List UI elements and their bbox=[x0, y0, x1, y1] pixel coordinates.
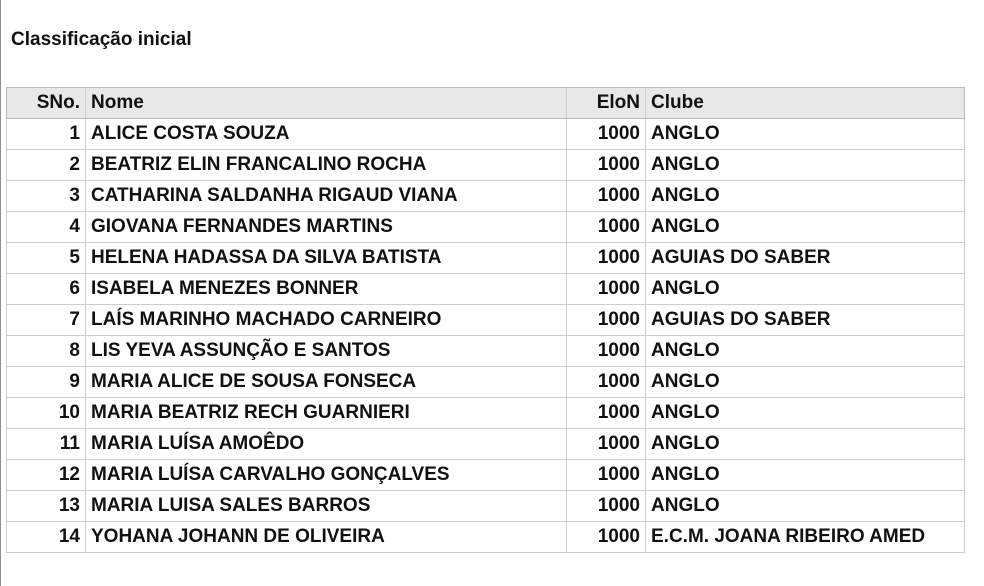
cell-club: ANGLO bbox=[646, 429, 965, 460]
cell-club: ANGLO bbox=[646, 181, 965, 212]
cell-name: LIS YEVA ASSUNÇÃO E SANTOS bbox=[86, 336, 567, 367]
cell-club: ANGLO bbox=[646, 460, 965, 491]
column-header-name: Nome bbox=[86, 88, 567, 119]
cell-name: MARIA LUÍSA AMOÊDO bbox=[86, 429, 567, 460]
cell-sno: 12 bbox=[7, 460, 86, 491]
cell-name: ALICE COSTA SOUZA bbox=[86, 119, 567, 150]
cell-elo: 1000 bbox=[567, 150, 646, 181]
cell-sno: 5 bbox=[7, 243, 86, 274]
cell-sno: 1 bbox=[7, 119, 86, 150]
cell-sno: 6 bbox=[7, 274, 86, 305]
cell-elo: 1000 bbox=[567, 429, 646, 460]
table-row bbox=[7, 181, 965, 212]
table-row bbox=[7, 367, 965, 398]
cell-name: MARIA LUÍSA CARVALHO GONÇALVES bbox=[86, 460, 567, 491]
cell-elo: 1000 bbox=[567, 243, 646, 274]
cell-club: ANGLO bbox=[646, 119, 965, 150]
cell-sno: 11 bbox=[7, 429, 86, 460]
cell-club: E.C.M. JOANA RIBEIRO AMED bbox=[646, 522, 965, 553]
cell-club: AGUIAS DO SABER bbox=[646, 243, 965, 274]
cell-sno: 10 bbox=[7, 398, 86, 429]
cell-club: ANGLO bbox=[646, 491, 965, 522]
cell-name: MARIA LUISA SALES BARROS bbox=[86, 491, 567, 522]
cell-name: ISABELA MENEZES BONNER bbox=[86, 274, 567, 305]
table-row bbox=[7, 119, 965, 150]
column-header-sno: SNo. bbox=[7, 88, 86, 119]
cell-club: ANGLO bbox=[646, 367, 965, 398]
cell-sno: 9 bbox=[7, 367, 86, 398]
table-row bbox=[7, 460, 965, 491]
cell-club: ANGLO bbox=[646, 150, 965, 181]
table-row bbox=[7, 522, 965, 553]
cell-name: LAÍS MARINHO MACHADO CARNEIRO bbox=[86, 305, 567, 336]
cell-elo: 1000 bbox=[567, 119, 646, 150]
table-body bbox=[7, 119, 965, 553]
cell-name: MARIA BEATRIZ RECH GUARNIERI bbox=[86, 398, 567, 429]
cell-elo: 1000 bbox=[567, 336, 646, 367]
cell-name: GIOVANA FERNANDES MARTINS bbox=[86, 212, 567, 243]
initial-ranking-table bbox=[6, 87, 965, 553]
column-header-club: Clube bbox=[646, 88, 965, 119]
cell-elo: 1000 bbox=[567, 522, 646, 553]
cell-sno: 2 bbox=[7, 150, 86, 181]
cell-club: ANGLO bbox=[646, 212, 965, 243]
cell-sno: 14 bbox=[7, 522, 86, 553]
cell-sno: 13 bbox=[7, 491, 86, 522]
table-row bbox=[7, 243, 965, 274]
cell-name: YOHANA JOHANN DE OLIVEIRA bbox=[86, 522, 567, 553]
cell-club: AGUIAS DO SABER bbox=[646, 305, 965, 336]
table-row bbox=[7, 150, 965, 181]
table-header-row bbox=[7, 88, 965, 119]
cell-sno: 7 bbox=[7, 305, 86, 336]
cell-sno: 4 bbox=[7, 212, 86, 243]
cell-sno: 8 bbox=[7, 336, 86, 367]
table-row bbox=[7, 336, 965, 367]
cell-elo: 1000 bbox=[567, 212, 646, 243]
cell-name: MARIA ALICE DE SOUSA FONSECA bbox=[86, 367, 567, 398]
cell-elo: 1000 bbox=[567, 460, 646, 491]
cell-elo: 1000 bbox=[567, 305, 646, 336]
cell-name: BEATRIZ ELIN FRANCALINO ROCHA bbox=[86, 150, 567, 181]
table-row bbox=[7, 429, 965, 460]
page-title: Classificação inicial bbox=[11, 29, 192, 50]
table-row bbox=[7, 491, 965, 522]
cell-name: HELENA HADASSA DA SILVA BATISTA bbox=[86, 243, 567, 274]
table-row bbox=[7, 398, 965, 429]
cell-name: CATHARINA SALDANHA RIGAUD VIANA bbox=[86, 181, 567, 212]
cell-club: ANGLO bbox=[646, 336, 965, 367]
table-row bbox=[7, 305, 965, 336]
table-row bbox=[7, 212, 965, 243]
column-header-elo: EloN bbox=[567, 88, 646, 119]
table-row bbox=[7, 274, 965, 305]
cell-club: ANGLO bbox=[646, 398, 965, 429]
cell-elo: 1000 bbox=[567, 181, 646, 212]
cell-elo: 1000 bbox=[567, 398, 646, 429]
cell-elo: 1000 bbox=[567, 274, 646, 305]
cell-sno: 3 bbox=[7, 181, 86, 212]
cell-club: ANGLO bbox=[646, 274, 965, 305]
cell-elo: 1000 bbox=[567, 491, 646, 522]
cell-elo: 1000 bbox=[567, 367, 646, 398]
table-header bbox=[7, 88, 965, 119]
